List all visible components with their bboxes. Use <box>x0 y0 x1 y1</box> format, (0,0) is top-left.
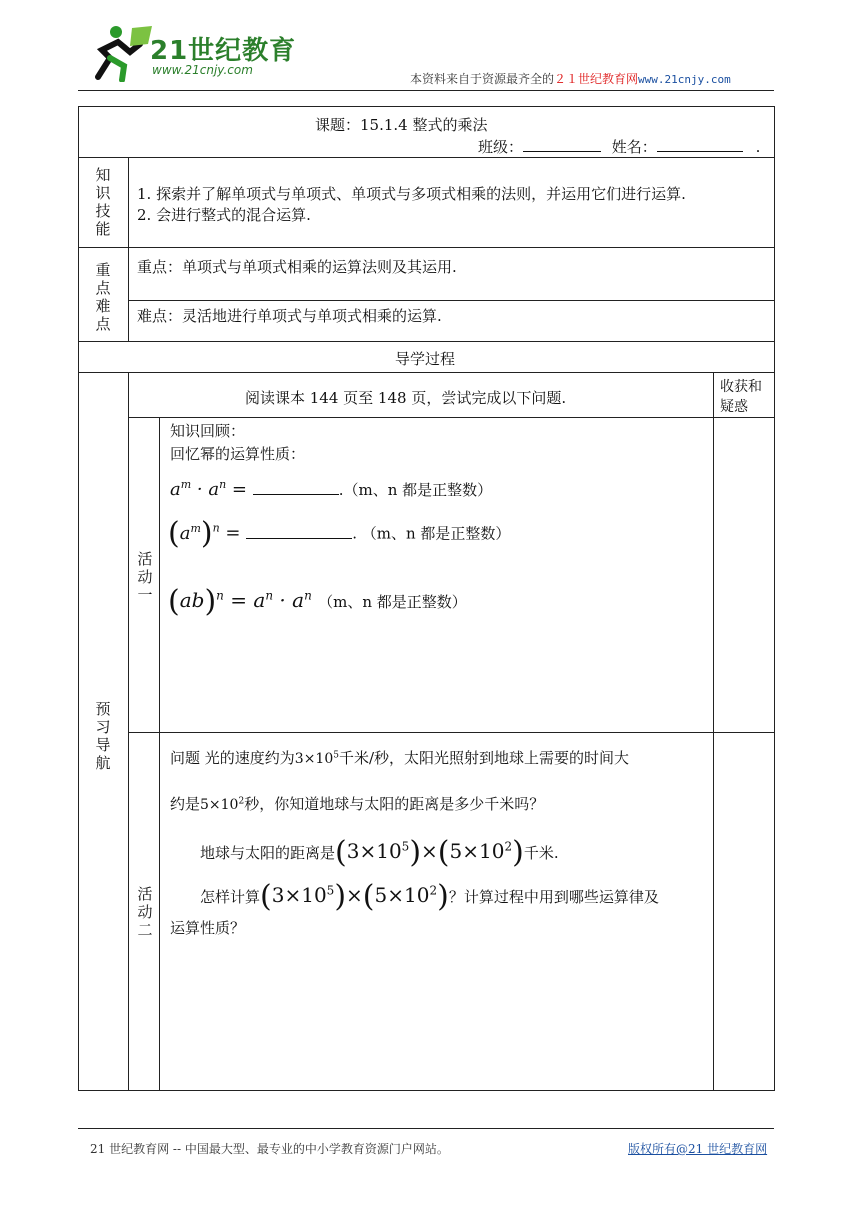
knowledge-item-1: 1. 探索并了解单项式与单项式、单项式与多项式相乘的法则，并运用它们进行运算. <box>137 185 686 203</box>
formula-product-power-note: （m、n 都是正整数） <box>318 593 467 611</box>
footer-divider <box>78 1128 774 1129</box>
distance-expression: 地球与太阳的距离是$(3\times 10^5)\times(5\times 10^2)$千米. <box>200 835 559 870</box>
formula-product-note: .（m、n 都是正整数） <box>338 481 493 499</box>
knowledge-item-2: 2. 会进行整式的混合运算. <box>137 206 311 224</box>
how-to-compute: 怎样计算$(3\times 10^5)\times(5\times 10^2)$？计算过程中用到哪些运算律及 <box>200 879 659 914</box>
class-name-row <box>478 136 760 157</box>
header-note-brand[interactable]: ２１世纪教育网 <box>554 72 639 86</box>
header-note-prefix: 本资料来自于资源最齐全的 <box>410 72 555 86</box>
end-mark: . <box>755 138 761 156</box>
difficult-point-text: 难点：灵活地进行单项式与单项式相乘的运算. <box>137 307 442 325</box>
key-point-text: 重点：单项式与单项式相乘的运算法则及其运用. <box>137 258 457 276</box>
review-subtitle: 回忆幂的运算性质： <box>170 445 306 463</box>
gain-header: 收获和 疑惑 <box>720 379 762 415</box>
question-line-2: 约是$5\times 10^2$秒，你知道地球与太阳的距离是多少千米吗？ <box>170 795 545 813</box>
footer-left: 21 世纪教育网 -- 中国最大型、最专业的中小学教育资源门户网站。 <box>90 1142 449 1156</box>
copyright-link[interactable]: 版权所有@21 世纪教育网 <box>628 1142 768 1156</box>
formula-power: $(a^m)^n$ = . （m、n 都是正整数） <box>168 516 511 551</box>
class-blank[interactable] <box>523 137 601 152</box>
question-line-1: 问题 光的速度约为$3\times 10^5$千米/秒，太阳光照射到地球上需要的时间大 <box>170 749 630 767</box>
formula-product: $a^m \cdot a^n = .(m$、n 都是正整数） <box>170 478 493 500</box>
formula-power-note: . （m、n 都是正整数） <box>352 524 511 543</box>
logo-url: www.21cnjy.com <box>152 63 253 77</box>
name-blank[interactable] <box>657 137 743 152</box>
formula-product-power: $(ab)^n = a^n \cdot a^n$ （m、n 都是正整数） <box>168 584 467 619</box>
header-note <box>410 70 731 87</box>
reading-instruction: 阅读课本 144 页至 148 页，尝试完成以下问题. <box>245 389 567 407</box>
activity2-label: 活 动 二 <box>137 885 153 939</box>
header-divider <box>78 90 774 91</box>
lesson-title: 课题：15.1.4 整式的乘法 <box>315 116 488 134</box>
knowledge-label: 知 识 技 能 <box>95 166 111 238</box>
runner-logo-icon <box>88 22 158 82</box>
logo-text: 21世纪教育 <box>150 36 297 66</box>
how-to-compute-cont: 运算性质？ <box>170 919 246 937</box>
key-points-label: 重 点 难 点 <box>95 261 111 333</box>
process-title: 导学过程 <box>395 350 456 368</box>
activity1-label: 活 动 一 <box>137 550 153 604</box>
name-label: 姓名： <box>611 138 657 156</box>
formula-power-blank[interactable] <box>246 524 352 539</box>
review-title: 知识回顾： <box>170 422 246 440</box>
class-label: 班级： <box>478 138 524 156</box>
formula-product-blank[interactable] <box>253 480 339 495</box>
header-note-url[interactable]: www.21cnjy.com <box>638 73 731 86</box>
preview-label: 预 习 导 航 <box>95 700 111 772</box>
footer-right-link[interactable] <box>628 1140 767 1157</box>
